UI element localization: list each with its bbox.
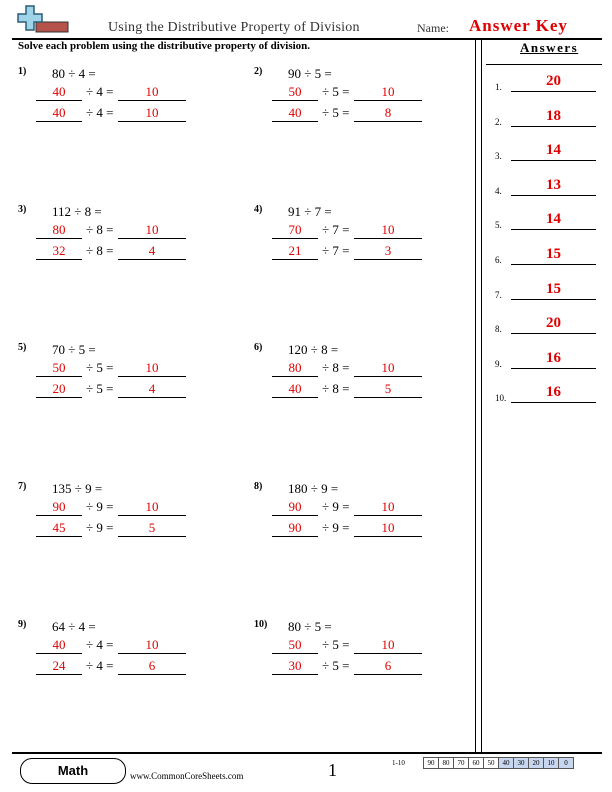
partial-quotient-answer: 10 (118, 637, 186, 654)
partial-quotient-answer: 3 (354, 243, 422, 260)
work-row (36, 520, 206, 538)
score-table (423, 757, 574, 769)
answer-line (511, 126, 596, 127)
problem (18, 66, 218, 146)
plus-minus-logo-icon (16, 4, 70, 38)
partial-quotient-answer: 10 (354, 360, 422, 377)
partial-quotient-answer: 10 (118, 84, 186, 101)
division-operator: ÷ 5 = (86, 360, 114, 375)
problem (18, 481, 218, 561)
answer-number: 9. (495, 358, 502, 369)
score-cell: 20 (529, 758, 544, 769)
problem-number: 5) (18, 342, 27, 353)
division-operator: ÷ 5 = (322, 105, 350, 120)
footer-divider (12, 752, 602, 754)
division-operator: ÷ 5 = (322, 637, 350, 652)
partial-dividend-answer: 70 (272, 222, 318, 239)
division-operator: ÷ 8 = (86, 222, 114, 237)
score-cell: 90 (424, 758, 439, 769)
problem-expression: 180 ÷ 9 = (288, 481, 339, 496)
name-label: Name: (417, 21, 449, 35)
problem-expression: 80 ÷ 5 = (288, 619, 332, 634)
problem-expression: 64 ÷ 4 = (52, 619, 96, 634)
division-operator: ÷ 5 = (86, 381, 114, 396)
score-row (424, 758, 574, 769)
answer-number: 2. (495, 116, 502, 127)
partial-dividend-answer: 30 (272, 658, 318, 675)
answer-line (511, 402, 596, 403)
score-cell: 80 (439, 758, 454, 769)
partial-dividend-answer: 21 (272, 243, 318, 260)
work-row (272, 520, 442, 538)
problem (254, 619, 454, 699)
answer-value: 16 (546, 384, 561, 401)
page-number: 1 (328, 760, 337, 780)
answer-line (511, 160, 596, 161)
division-operator: ÷ 5 = (322, 84, 350, 99)
work-row (36, 637, 206, 655)
problem-expression: 120 ÷ 8 = (288, 342, 339, 357)
answer-value: 13 (546, 176, 561, 193)
answer-value: 14 (546, 211, 561, 228)
answer-number: 4. (495, 185, 502, 196)
division-operator: ÷ 4 = (86, 658, 114, 673)
problem-number: 9) (18, 619, 27, 630)
partial-quotient-answer: 10 (354, 222, 422, 239)
answer-value: 16 (546, 349, 561, 366)
problem-number: 6) (254, 342, 263, 353)
partial-quotient-answer: 5 (118, 520, 186, 537)
answer-line (511, 333, 596, 334)
problem (254, 342, 454, 422)
website-link[interactable]: www.CommonCoreSheets.com (130, 771, 244, 781)
work-row (272, 499, 442, 517)
partial-dividend-answer: 40 (36, 84, 82, 101)
answer-number: 1. (495, 82, 502, 92)
division-operator: ÷ 9 = (86, 499, 114, 514)
column-divider (475, 38, 476, 752)
work-row (36, 658, 206, 676)
problem-expression: 90 ÷ 5 = (288, 66, 332, 81)
page-title: Using the Distributive Property of Division (108, 20, 360, 35)
answer-line (511, 368, 596, 369)
problem (18, 619, 218, 699)
answer-value: 15 (546, 280, 561, 297)
work-row (272, 360, 442, 378)
problem-expression: 112 ÷ 8 = (52, 204, 102, 219)
partial-dividend-answer: 40 (272, 381, 318, 398)
problem-expression: 91 ÷ 7 = (288, 204, 332, 219)
partial-quotient-answer: 10 (118, 222, 186, 239)
partial-quotient-answer: 4 (118, 381, 186, 398)
instructions: Solve each problem using the distributive property of division. (18, 40, 311, 52)
partial-quotient-answer: 10 (354, 637, 422, 654)
division-operator: ÷ 4 = (86, 84, 114, 99)
work-row (36, 360, 206, 378)
problem-number: 2) (254, 66, 263, 77)
subject-badge: Math (20, 758, 126, 784)
work-row (272, 105, 442, 123)
answer-value: 20 (546, 73, 561, 89)
division-operator: ÷ 8 = (322, 360, 350, 375)
problem-expression: 135 ÷ 9 = (52, 481, 103, 496)
work-row (272, 222, 442, 240)
answer-number: 10. (495, 393, 507, 404)
partial-quotient-answer: 10 (354, 84, 422, 101)
work-row (36, 243, 206, 261)
answer-value: 18 (546, 107, 561, 124)
problem (18, 342, 218, 422)
partial-quotient-answer: 10 (354, 520, 422, 537)
work-row (272, 637, 442, 655)
answers-heading: Answers (520, 40, 579, 55)
division-operator: ÷ 9 = (322, 499, 350, 514)
problem (254, 481, 454, 561)
work-row (36, 499, 206, 517)
partial-dividend-answer: 50 (272, 637, 318, 654)
work-row (272, 381, 442, 399)
partial-quotient-answer: 5 (354, 381, 422, 398)
problem (18, 204, 218, 284)
work-row (36, 381, 206, 399)
partial-dividend-answer: 90 (272, 499, 318, 516)
answer-line (511, 299, 596, 300)
partial-dividend-answer: 40 (36, 637, 82, 654)
answer-value: 15 (546, 246, 561, 262)
partial-quotient-answer: 10 (354, 499, 422, 516)
problem-number: 7) (18, 481, 27, 492)
partial-quotient-answer: 10 (118, 499, 186, 516)
partial-dividend-answer: 40 (272, 105, 318, 122)
division-operator: ÷ 7 = (322, 222, 350, 237)
answer-number: 8. (495, 324, 502, 335)
score-cell: 30 (514, 758, 529, 769)
column-divider (481, 38, 482, 752)
work-row (272, 84, 442, 102)
division-operator: ÷ 9 = (86, 520, 114, 535)
problem (254, 66, 454, 146)
division-operator: ÷ 4 = (86, 105, 114, 120)
work-row (36, 84, 206, 102)
score-cell: 60 (469, 758, 484, 769)
problem-expression: 80 ÷ 4 = (52, 66, 96, 81)
partial-quotient-answer: 10 (118, 105, 186, 122)
score-cell: 40 (499, 758, 514, 769)
score-cell: 10 (544, 758, 559, 769)
answer-number: 5. (495, 220, 502, 231)
score-cell: 50 (484, 758, 499, 769)
answer-number: 7. (495, 289, 502, 300)
answer-line (511, 229, 596, 230)
partial-dividend-answer: 24 (36, 658, 82, 675)
problem (254, 204, 454, 284)
partial-dividend-answer: 90 (272, 520, 318, 537)
partial-dividend-answer: 40 (36, 105, 82, 122)
partial-quotient-answer: 10 (118, 360, 186, 377)
answer-number: 6. (495, 255, 502, 265)
score-cell: 0 (559, 758, 574, 769)
partial-dividend-answer: 80 (272, 360, 318, 377)
answer-value: 20 (546, 315, 561, 332)
work-row (272, 243, 442, 261)
partial-quotient-answer: 8 (354, 105, 422, 122)
answer-value: 14 (546, 142, 561, 159)
partial-dividend-answer: 90 (36, 499, 82, 516)
work-row (36, 222, 206, 240)
work-row (36, 105, 206, 123)
answer-number: 3. (495, 151, 502, 162)
partial-dividend-answer: 50 (36, 360, 82, 377)
partial-dividend-answer: 32 (36, 243, 82, 260)
answer-line (511, 264, 596, 265)
partial-quotient-answer: 4 (118, 243, 186, 260)
division-operator: ÷ 7 = (322, 243, 350, 258)
partial-quotient-answer: 6 (354, 658, 422, 675)
partial-dividend-answer: 20 (36, 381, 82, 398)
problem-number: 4) (254, 204, 263, 215)
division-operator: ÷ 5 = (322, 658, 350, 673)
division-operator: ÷ 8 = (86, 243, 114, 258)
division-operator: ÷ 8 = (322, 381, 350, 396)
partial-dividend-answer: 80 (36, 222, 82, 239)
score-cell: 70 (454, 758, 469, 769)
work-row (272, 658, 442, 676)
problem-expression: 70 ÷ 5 = (52, 342, 96, 357)
partial-quotient-answer: 6 (118, 658, 186, 675)
problem-number: 1) (18, 66, 27, 77)
score-range: 1-10 (392, 759, 405, 767)
problem-number: 3) (18, 204, 27, 215)
problem-number: 10) (254, 619, 268, 630)
problem-number: 8) (254, 481, 263, 492)
answer-line (511, 195, 596, 196)
answer-line (511, 91, 596, 92)
answers-divider (486, 64, 602, 65)
division-operator: ÷ 9 = (322, 520, 350, 535)
partial-dividend-answer: 45 (36, 520, 82, 537)
division-operator: ÷ 4 = (86, 637, 114, 652)
answer-key-label: Answer Key (469, 16, 568, 35)
partial-dividend-answer: 50 (272, 84, 318, 101)
